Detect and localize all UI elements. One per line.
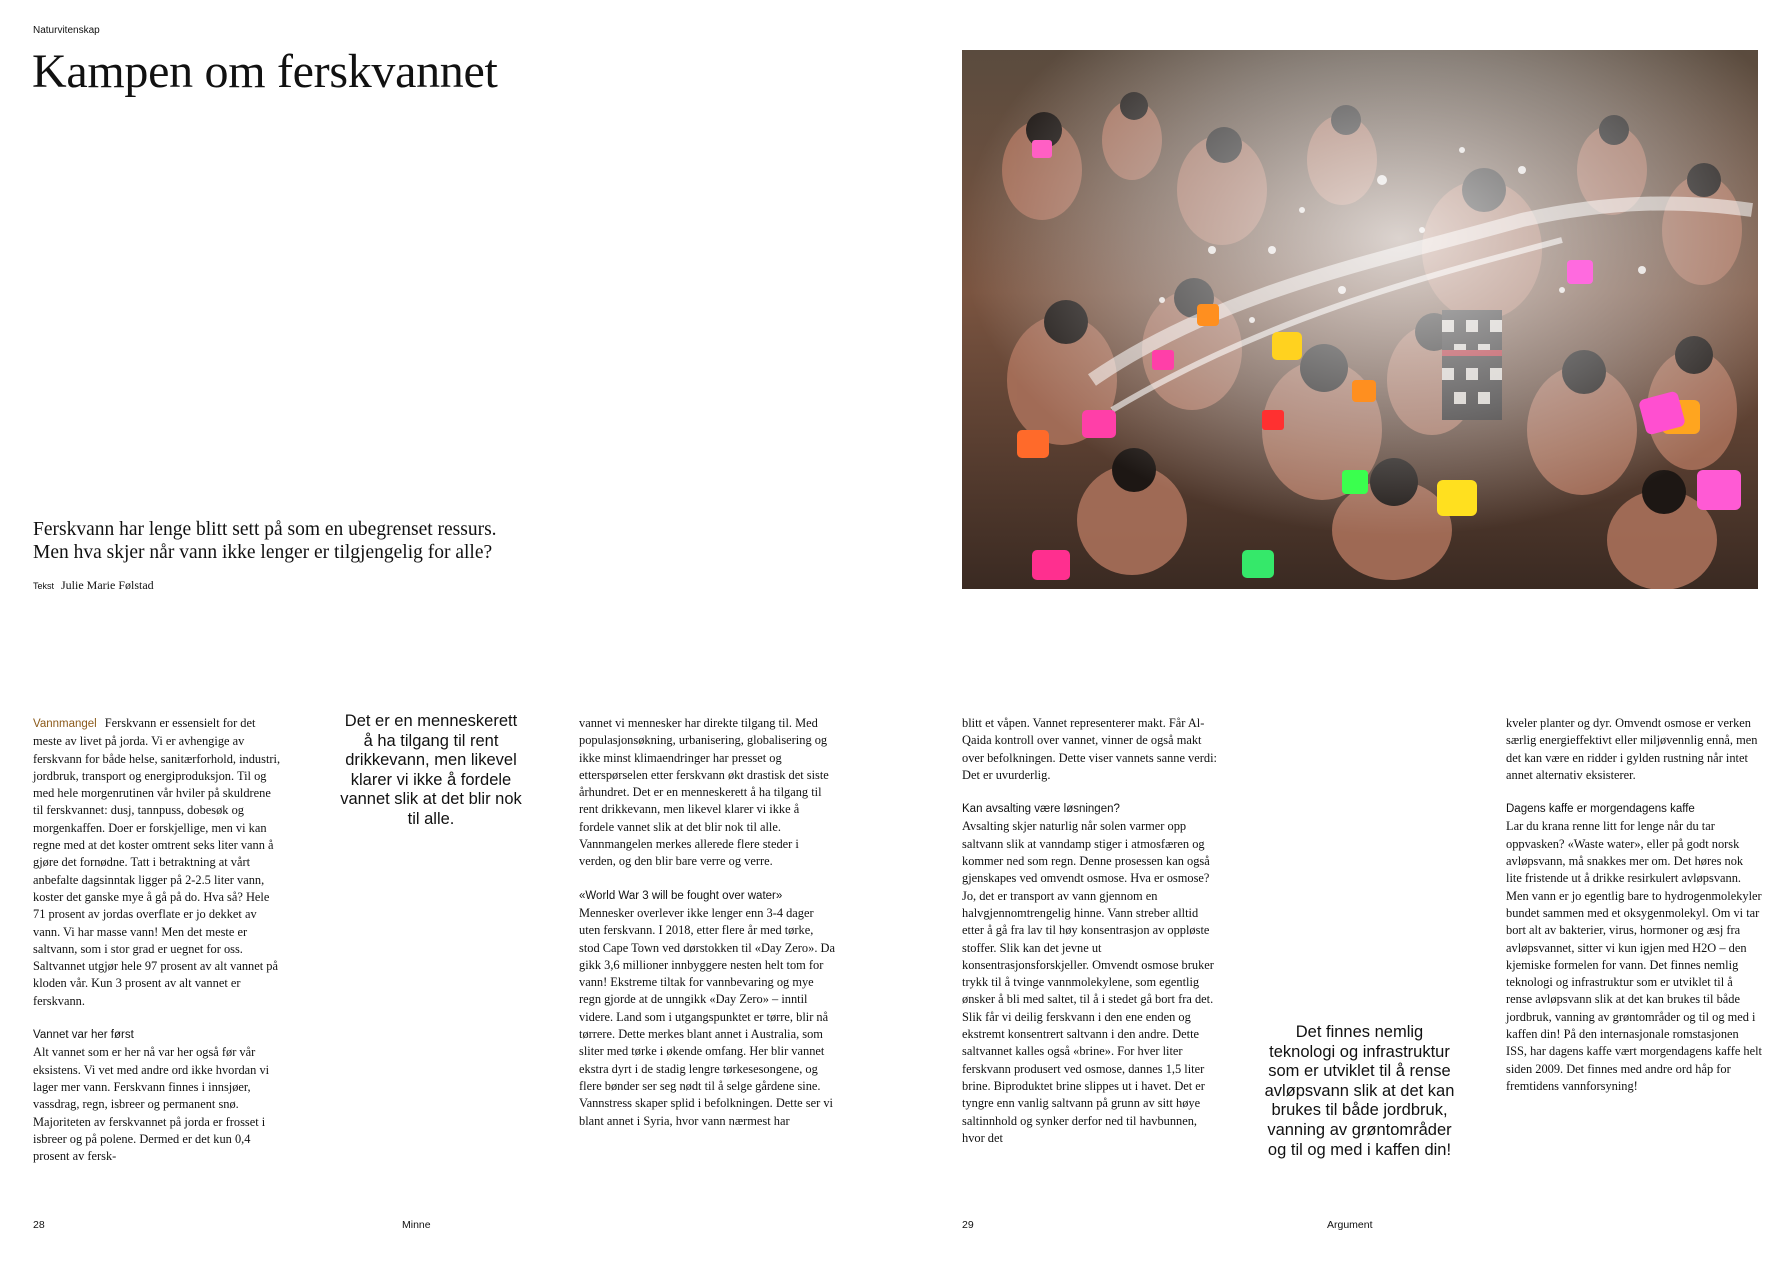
lead-paragraph [33,518,593,564]
folio-section: Minne [402,1219,431,1231]
text-column-6 [1506,715,1762,1095]
text-column-1 [33,715,283,1165]
author-name: Julie Marie Følstad [61,578,154,592]
byline-label: Tekst [33,581,55,591]
folio-section: Argument [1327,1219,1373,1231]
paragraph: Avsalting skjer naturlig når solen varmer opp saltvann slik at vanndamp stiger i atmosfæren og kommer ned som regn. Denne prosessen kan også gjenskapes ved omvendt osmose. Hva er osmose? Jo, det er transport av vann gjennom en halvgjennomtrengelig hinne. Vann streber alltid etter å gå fra lav til høy konsentrasjon av oppløste stoffer. Slik kan det jevne ut konsentrasjonsforskjeller. Omvendt osmose bruker trykk til å tvinge vannmolekylene, som egentlig ønsker å bli med saltet, til å i stedet gå bort fra det. Slik får vi deilig ferskvann i den ene enden og ekstremt konsentrert saltvann i den andre. Dette saltvannet kalles også «brine». For hver liter ferskvann produsert ved osmose, dannes 1,5 liter brine. Biproduktet brine slippes ut i havet. Det er tyngre enn vanlig saltvann på grunn av sitt høye saltinnhold og synker derfor ned til havbunnen, hvor det [962,819,1214,1145]
paragraph: Mennesker overlever ikke lenger enn 3-4 dager uten ferskvann. I 2018, etter flere år med tørke, stod Cape Town ved dørstokken til «Day Zero». Da gikk 3,6 millioner innbyggere nesten helt tom for vann! Ekstreme tiltak for vannbevaring og mye regn gjorde at de unngikk «Day Zero» – inntil videre. Land som i utgangspunktet er tørre, blir nå tørrere. Dette merkes blant annet i Australia, som sliter med tørke i økende omfang. Her blir vannet ekstra dyrt i de stadig lengre tørkesesongene, og flere bønder ser seg nødt til å selge gårdene sine. Vannstress skaper splid i befolkningen. Dette ser vi blant annet i Syria, hvor vann nærmest har [579,905,835,1128]
paragraph: vannet vi mennesker har direkte tilgang til. Med populasjonsøkning, urbanisering, globalisering og ikke minst klimaendringer har presset og etterspørselen etter ferskvann økt drastisk det siste århundret. Det er en menneskerett å ha tilgang til rent drikkevann, men likevel klarer vi ikke å fordele vannet slik at det blir nok til alle. Vannmangelen merkes allerede flere steder i verden, og den blir bare verre og verre. [579,716,829,869]
text-column-3 [579,715,835,1130]
paragraph-text: Ferskvann er essensielt for det meste av livet på jorda. Vi er avhengige av ferskvann for både helse, sanitærforhold, industri, jordbruk, transport og energiproduksjon. Til og med hele morgenrutinen vår hviler på skuldrene til ferskvannet: dusj, tannpuss, dobesøk og morgenkaffen. Doer er forskjellige, men vi kan regne med at det koster omtrent seks liter vann å gjøre det fornødne. Tatt i betraktning at vårt anbefalte dagsinntak ligger på 2-2.5 liter vann, koster det ganske mye å gå på do. Hva så? Hele 71 prosent av jordas overflate er jo dekket av vann. Vi har masse vann! Men det meste er saltvann, som i stor grad er uegnet for oss. Saltvannet utgjør hele 97 prosent av alt vannet på kloden vår. Kun 3 prosent av alt vannet er ferskvann. [33,716,281,1008]
water-festival-photo [962,50,1758,589]
paragraph: blitt et våpen. Vannet representerer makt. Får Al-Qaida kontroll over vannet, vinner de også makt over befolkningen. Dette viser vannets sanne verdi: Det er uvurderlig. [962,716,1217,782]
subheading: Kan avsalting være løsningen? [962,803,1120,816]
byline [33,578,154,593]
article-title: Kampen om ferskvannet [32,45,498,98]
left-page [0,0,892,1262]
paragraph [33,715,283,1010]
subheading: «World War 3 will be fought over water» [579,889,783,902]
lead-line-2: Men hva skjer når vann ikke lenger er tilgjengelig for alle? [33,542,493,563]
paragraph: Lar du krana renne litt for lenge når du tar oppvasken? «Waste water», eller på godt norsk avløpsvann, må snakkes mer om. Det høres nok lite fristende ut å drikke resirkulert avløpsvann. Men vann er jo egentlig bare to hydrogenmolekyler bundet sammen med et oksygenmolekyl. Om vi tar bort alt av bakterier, virus, hormoner og æsj fra avløpsvannet, sitter vi kun igjen med H2O – den kjemiske formelen for vann. Det finnes nemlig teknologi og infrastruktur som er utviklet til å rense avløpsvann slik at det kan brukes til både jordbruk, vanning av grøntområder og til og med i kaffen din! På den internasjonale romstasjonen ISS, har dagens kaffe vært morgendagens kaffe helt siden 2009. Det finnes med andre ord håp for fremtidens vannforsyning! [1506,819,1763,1093]
subheading: Dagens kaffe er morgendagens kaffe [1506,803,1695,816]
subheading: Vannet var her først [33,1029,134,1042]
paragraph: kveler planter og dyr. Omvendt osmose er verken særlig energieffektivt eller miljøvennlig ennå, men det kan være en ridder i gylden rustning når intet annet alternativ eksisterer. [1506,716,1758,782]
page-number: 28 [33,1219,45,1231]
lead-line-1: Ferskvann har lenge blitt sett på som en ubegrenset ressurs. [33,519,497,540]
pull-quote: Det er en menneskerett å ha tilgang til rent drikkevann, men likevel klarer vi ikke å fordele vannet slik at det blir nok til alle. [340,712,522,828]
hero-photo [962,50,1758,589]
kicker: Vannmangel [33,718,97,730]
text-column-4 [962,715,1218,1147]
page-number: 29 [962,1219,974,1231]
pull-quote: Det finnes nemlig teknologi og infrastruktur som er utviklet til å rense avløpsvann slik at det kan brukes til både jordbruk, vanning av grøntområder og til og med i kaffen din! [1264,1023,1455,1159]
paragraph: Alt vannet som er her nå var her også før vår eksistens. Vi vet med andre ord ikke hvordan vi lager mer vann. Ferskvann finnes i innsjøer, vassdrag, regn, isbreer og permanent snø. Majoriteten av ferskvannet på jorda er frosset i isbreer og på polene. Dermed er det kun 0,4 prosent av fersk- [33,1045,270,1164]
section-label: Naturvitenskap [33,25,100,36]
